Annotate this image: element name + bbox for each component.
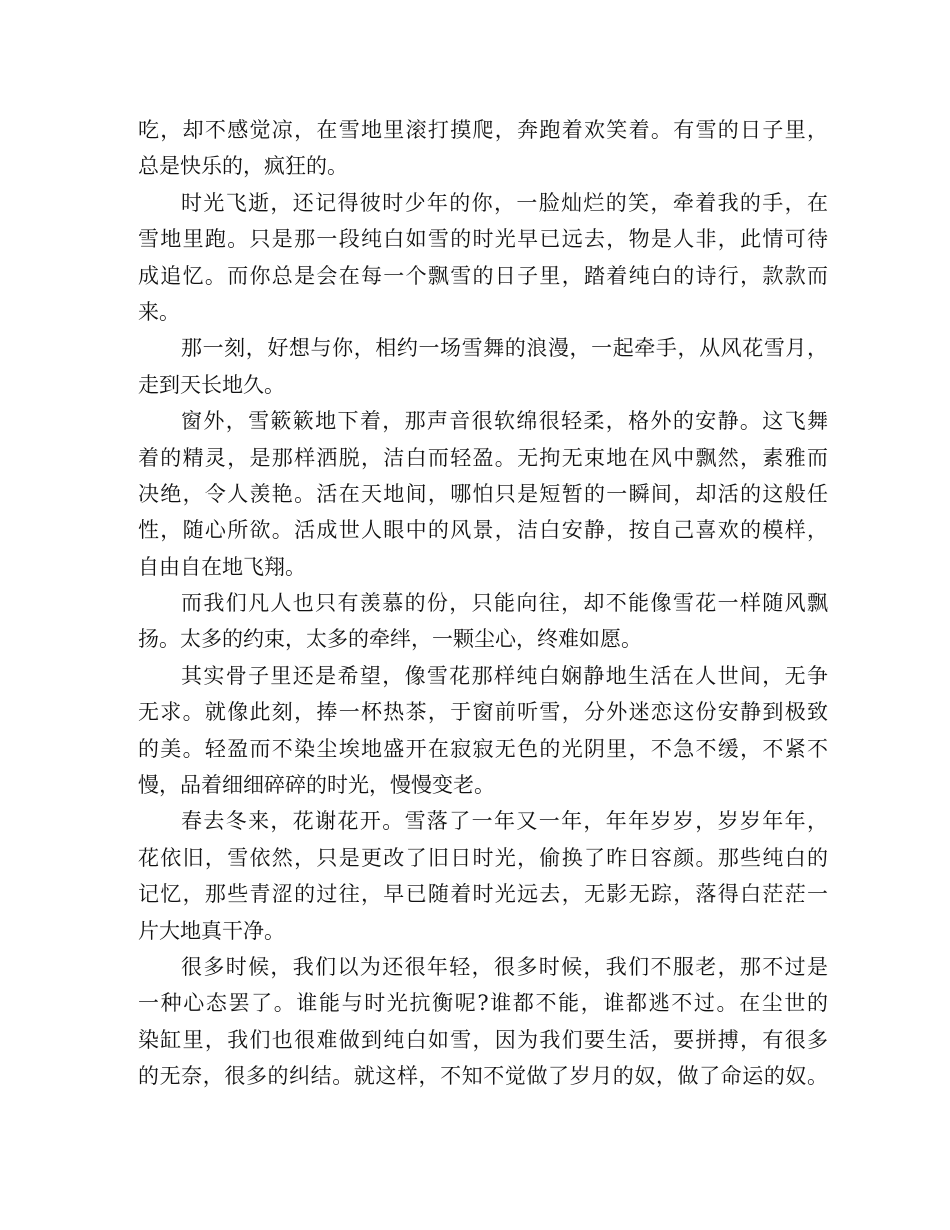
text-line: 很多时候，我们以为还很年轻，很多时候，我们不服老，那不过是 — [181, 954, 828, 979]
text-line: 雪地里跑。只是那一段纯白如雪的时光早已远去，物是人非，此情可待 — [138, 227, 828, 252]
text-line: 性，随心所欲。活成世人眼中的风景，洁白安静，按自己喜欢的模样， — [138, 518, 828, 543]
text-line: 成追忆。而你总是会在每一个飘雪的日子里，踏着纯白的诗行，款款而 — [138, 263, 828, 288]
essay-body — [138, 112, 828, 1095]
text-line: 无求。就像此刻，捧一杯热茶，于窗前听雪，分外迷恋这份安静到极致 — [138, 700, 828, 725]
text-line: 时光飞逝，还记得彼时少年的你，一脸灿烂的笑，牵着我的手，在 — [181, 190, 828, 215]
text-line: 花依旧，雪依然，只是更改了旧日时光，偷换了昨日容颜。那些纯白的 — [138, 845, 828, 870]
text-line: 的无奈，很多的纠结。就这样，不知不觉做了岁月的奴，做了命运的奴。 — [138, 1064, 828, 1089]
text-line: 那一刻，好想与你，相约一场雪舞的浪漫，一起牵手，从风花雪月， — [181, 336, 828, 361]
text-line: 春去冬来，花谢花开。雪落了一年又一年，年年岁岁，岁岁年年， — [181, 809, 828, 834]
text-line: 一种心态罢了。谁能与时光抗衡呢?谁都不能，谁都逃不过。在尘世的 — [138, 991, 828, 1016]
text-line: 窗外，雪簌簌地下着，那声音很软绵很轻柔，格外的安静。这飞舞 — [181, 409, 828, 434]
text-line: 自由自在地飞翔。 — [138, 554, 306, 579]
text-line: 来。 — [138, 299, 180, 324]
text-line: 走到天长地久。 — [138, 372, 285, 397]
text-line: 决绝，令人羡艳。活在天地间，哪怕只是短暂的一瞬间，却活的这般任 — [138, 481, 828, 506]
text-line: 总是快乐的，疯狂的。 — [138, 154, 348, 179]
text-line: 的美。轻盈而不染尘埃地盛开在寂寂无色的光阴里，不急不缓，不紧不 — [138, 736, 828, 761]
text-line: 片大地真干净。 — [138, 918, 285, 943]
text-line: 记忆，那些青涩的过往，早已随着时光远去，无影无踪，落得白茫茫一 — [138, 882, 828, 907]
text-line: 其实骨子里还是希望，像雪花那样纯白娴静地生活在人世间，无争 — [181, 663, 828, 688]
text-line: 慢，品着细细碎碎的时光，慢慢变老。 — [138, 773, 495, 798]
text-line: 着的精灵，是那样洒脱，洁白而轻盈。无拘无束地在风中飘然，素雅而 — [138, 445, 828, 470]
text-line: 染缸里，我们也很难做到纯白如雪，因为我们要生活，要拼搏，有很多 — [138, 1027, 828, 1052]
text-line: 扬。太多的约束，太多的牵绊，一颗尘心，终难如愿。 — [138, 627, 642, 652]
text-line: 而我们凡人也只有羡慕的份，只能向往，却不能像雪花一样随风飘 — [181, 591, 828, 616]
text-line: 吃，却不感觉凉，在雪地里滚打摸爬，奔跑着欢笑着。有雪的日子里， — [138, 118, 828, 142]
